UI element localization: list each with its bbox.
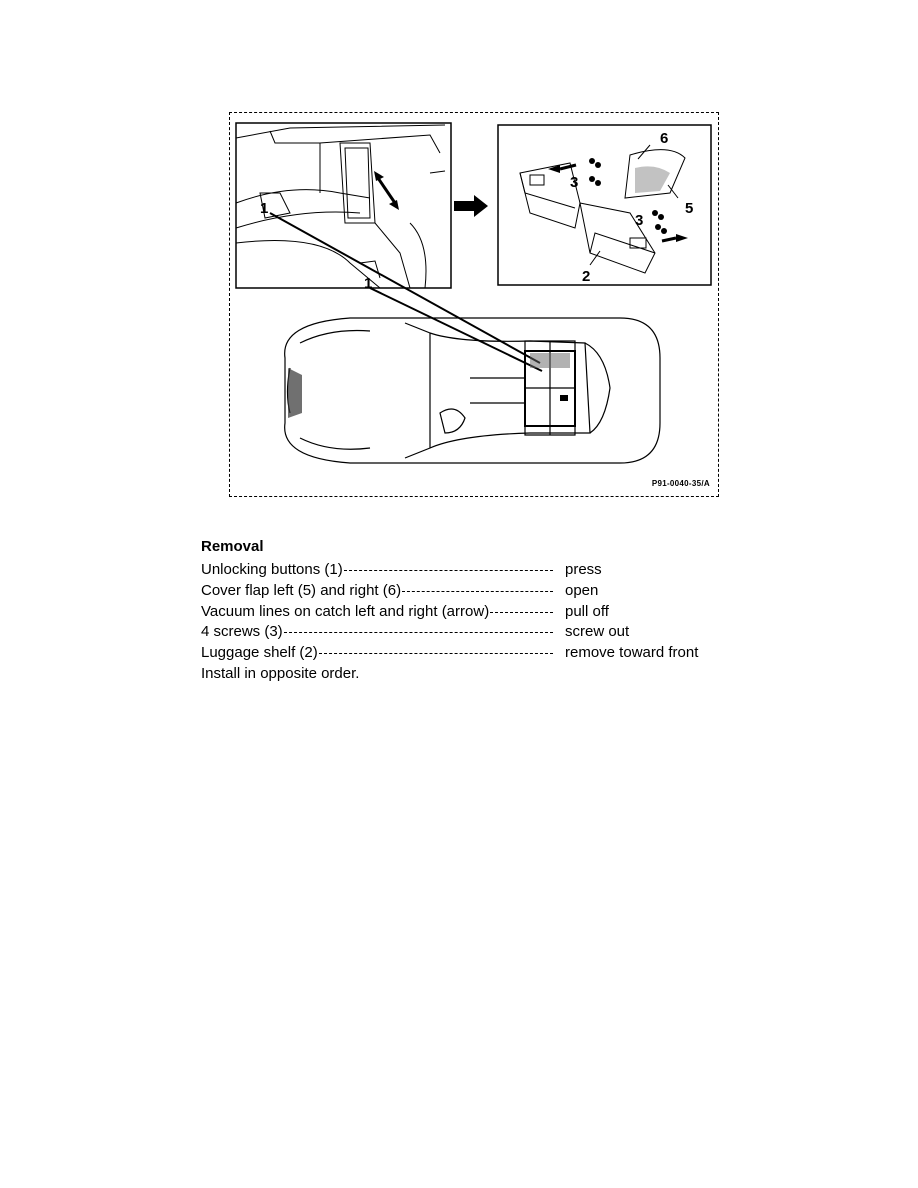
- removal-instructions: [201, 538, 721, 685]
- dot-leader: [402, 591, 553, 592]
- step-label: Luggage shelf (2): [201, 644, 318, 662]
- callout-2: 2: [582, 268, 591, 285]
- car-top-view-drawing: [285, 318, 660, 463]
- diagram-illustration: [230, 113, 720, 498]
- list-item: [201, 581, 721, 602]
- steps-list: [201, 560, 721, 664]
- list-item: [201, 602, 721, 623]
- step-label: Cover flap left (5) and right (6): [201, 581, 402, 599]
- callout-6: 6: [660, 130, 669, 147]
- dot-leader: [344, 570, 553, 571]
- callout-1a: 1: [260, 200, 269, 217]
- list-item: [201, 643, 721, 664]
- step-label: Unlocking buttons (1): [201, 561, 343, 578]
- right-inset-frame: [498, 125, 711, 285]
- dot-leader: [284, 632, 553, 633]
- step-action: remove toward front: [565, 644, 699, 662]
- step-label: Vacuum lines on catch left and right (arrow): [201, 602, 490, 620]
- callout-1b: 1: [364, 275, 373, 292]
- diagram-figure: [229, 112, 719, 497]
- figure-code: P91-0040-35/A: [651, 479, 710, 488]
- step-action: press: [565, 561, 602, 578]
- luggage-shelf-drawing: [520, 150, 685, 273]
- step-action: screw out: [565, 623, 630, 641]
- direction-arrow-icon: [454, 195, 488, 217]
- list-item: [201, 560, 721, 581]
- dot-leader: [490, 612, 553, 613]
- callout-3b: 3: [635, 212, 644, 229]
- step-action: pull off: [565, 602, 609, 620]
- step-label: 4 screws (3): [201, 623, 283, 641]
- removal-heading: Removal: [201, 538, 264, 555]
- callout-3a: 3: [570, 174, 579, 191]
- callout-5: 5: [685, 200, 694, 217]
- install-note: Install in opposite order.: [201, 664, 360, 682]
- step-action: open: [565, 581, 599, 599]
- dot-leader: [319, 653, 553, 654]
- list-item: [201, 622, 721, 643]
